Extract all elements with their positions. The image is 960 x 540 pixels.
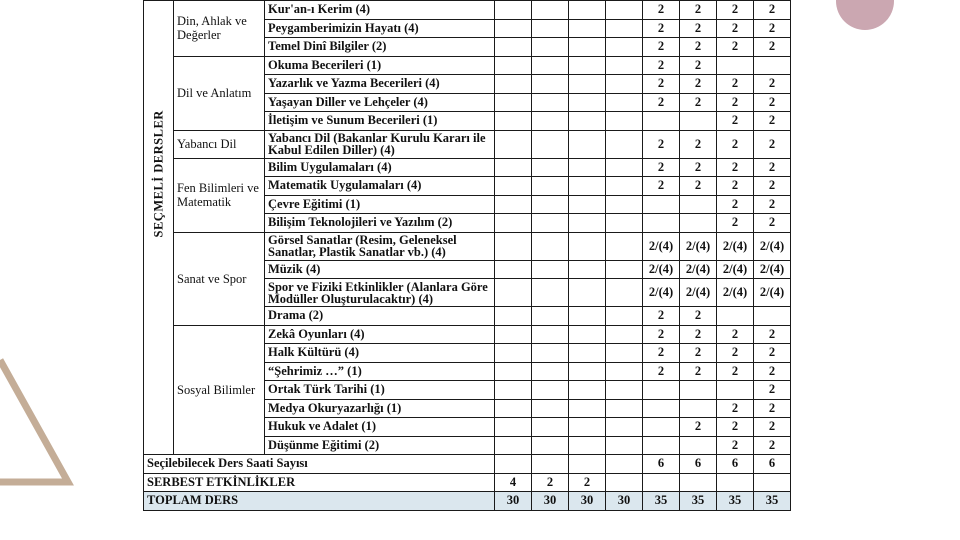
value-cell: 2 <box>717 1 754 20</box>
value-cell <box>569 455 606 474</box>
value-cell <box>606 418 643 437</box>
course-name: Okuma Becerileri (1) <box>265 56 495 75</box>
value-cell: 2 <box>643 362 680 381</box>
course-name: Drama (2) <box>265 307 495 326</box>
side-title: SEÇMELİ DERSLER <box>144 1 174 455</box>
value-cell <box>532 38 569 57</box>
value-cell <box>606 260 643 279</box>
value-cell <box>569 279 606 307</box>
value-cell: 2 <box>754 177 791 196</box>
value-cell: 30 <box>606 492 643 511</box>
table-row <box>144 56 791 75</box>
value-cell <box>495 399 532 418</box>
course-name: Medya Okuryazarlığı (1) <box>265 399 495 418</box>
value-cell <box>495 436 532 455</box>
curriculum-table <box>143 0 791 511</box>
value-cell <box>532 279 569 307</box>
value-cell <box>495 112 532 131</box>
group-name: Sanat ve Spor <box>174 232 265 325</box>
value-cell <box>606 455 643 474</box>
value-cell <box>606 93 643 112</box>
value-cell <box>606 362 643 381</box>
table-row <box>144 232 791 260</box>
value-cell <box>606 436 643 455</box>
value-cell: 2/(4) <box>717 260 754 279</box>
value-cell <box>569 381 606 400</box>
value-cell: 2 <box>717 418 754 437</box>
value-cell: 2 <box>643 1 680 20</box>
value-cell <box>754 473 791 492</box>
value-cell: 2 <box>680 130 717 158</box>
value-cell <box>569 399 606 418</box>
value-cell: 2 <box>717 177 754 196</box>
value-cell: 2 <box>754 195 791 214</box>
value-cell: 35 <box>754 492 791 511</box>
value-cell: 2 <box>754 93 791 112</box>
course-name: Peygamberimizin Hayatı (4) <box>265 19 495 38</box>
summary-row <box>144 492 791 511</box>
group-name: Fen Bilimleri ve Matematik <box>174 158 265 232</box>
value-cell <box>606 112 643 131</box>
value-cell <box>532 195 569 214</box>
course-name: Spor ve Fiziki Etkinlikler (Alanlara Göre Modüller Oluşturulacaktır) (4) <box>265 279 495 307</box>
value-cell <box>606 381 643 400</box>
value-cell: 2 <box>569 473 606 492</box>
value-cell: 2/(4) <box>680 260 717 279</box>
value-cell <box>532 325 569 344</box>
value-cell: 2 <box>717 112 754 131</box>
value-cell: 2 <box>680 325 717 344</box>
value-cell: 2 <box>754 325 791 344</box>
value-cell: 2 <box>680 38 717 57</box>
value-cell: 2 <box>680 75 717 94</box>
value-cell: 2 <box>754 1 791 20</box>
value-cell: 2 <box>717 75 754 94</box>
value-cell: 2 <box>717 325 754 344</box>
value-cell <box>495 307 532 326</box>
value-cell <box>495 214 532 233</box>
value-cell <box>606 195 643 214</box>
value-cell <box>606 56 643 75</box>
value-cell <box>569 325 606 344</box>
value-cell: 2 <box>643 19 680 38</box>
value-cell <box>532 1 569 20</box>
value-cell: 2 <box>643 75 680 94</box>
value-cell: 2 <box>754 38 791 57</box>
value-cell <box>532 93 569 112</box>
value-cell <box>606 130 643 158</box>
value-cell <box>643 399 680 418</box>
value-cell: 2 <box>643 307 680 326</box>
value-cell <box>532 455 569 474</box>
value-cell <box>606 325 643 344</box>
value-cell <box>569 130 606 158</box>
value-cell: 2 <box>717 436 754 455</box>
value-cell: 2/(4) <box>717 279 754 307</box>
value-cell: 2/(4) <box>754 260 791 279</box>
value-cell <box>606 214 643 233</box>
value-cell: 2 <box>643 158 680 177</box>
value-cell <box>532 436 569 455</box>
value-cell <box>532 362 569 381</box>
value-cell <box>569 418 606 437</box>
value-cell: 2 <box>717 130 754 158</box>
value-cell: 2 <box>754 112 791 131</box>
course-name: Matematik Uygulamaları (4) <box>265 177 495 196</box>
group-name: Yabancı Dil <box>174 130 265 158</box>
value-cell: 35 <box>680 492 717 511</box>
value-cell <box>643 418 680 437</box>
value-cell <box>569 307 606 326</box>
value-cell <box>717 56 754 75</box>
value-cell <box>680 214 717 233</box>
value-cell: 2 <box>643 344 680 363</box>
value-cell: 2 <box>680 418 717 437</box>
course-name: “Şehrimiz …” (1) <box>265 362 495 381</box>
value-cell <box>532 232 569 260</box>
value-cell: 2 <box>754 362 791 381</box>
value-cell <box>532 158 569 177</box>
value-cell: 2/(4) <box>643 232 680 260</box>
value-cell: 2 <box>643 93 680 112</box>
value-cell <box>643 112 680 131</box>
value-cell <box>680 399 717 418</box>
value-cell: 2 <box>717 399 754 418</box>
value-cell: 2 <box>643 56 680 75</box>
value-cell <box>569 260 606 279</box>
value-cell <box>643 214 680 233</box>
course-name: İletişim ve Sunum Becerileri (1) <box>265 112 495 131</box>
value-cell <box>643 473 680 492</box>
value-cell <box>606 75 643 94</box>
value-cell: 2 <box>680 177 717 196</box>
value-cell <box>717 381 754 400</box>
value-cell <box>569 1 606 20</box>
value-cell <box>495 455 532 474</box>
value-cell <box>643 381 680 400</box>
value-cell: 6 <box>680 455 717 474</box>
value-cell <box>495 279 532 307</box>
value-cell <box>569 158 606 177</box>
value-cell: 35 <box>717 492 754 511</box>
value-cell: 2 <box>643 38 680 57</box>
value-cell <box>569 93 606 112</box>
value-cell: 2 <box>680 1 717 20</box>
course-name: Müzik (4) <box>265 260 495 279</box>
value-cell: 2 <box>717 38 754 57</box>
course-name: Temel Dinî Bilgiler (2) <box>265 38 495 57</box>
value-cell <box>643 195 680 214</box>
value-cell: 2/(4) <box>680 232 717 260</box>
summary-label: TOPLAM DERS <box>144 492 495 511</box>
course-name: Yabancı Dil (Bakanlar Kurulu Kararı ile Kabul Edilen Diller) (4) <box>265 130 495 158</box>
value-cell <box>532 112 569 131</box>
value-cell <box>495 75 532 94</box>
value-cell <box>569 19 606 38</box>
value-cell <box>532 75 569 94</box>
decorative-circle <box>836 0 894 30</box>
value-cell <box>495 19 532 38</box>
value-cell: 2 <box>680 344 717 363</box>
value-cell: 30 <box>569 492 606 511</box>
course-name: Yazarlık ve Yazma Becerileri (4) <box>265 75 495 94</box>
value-cell: 2 <box>643 177 680 196</box>
value-cell <box>569 112 606 131</box>
value-cell <box>569 195 606 214</box>
value-cell <box>606 399 643 418</box>
course-name: Görsel Sanatlar (Resim, Geleneksel Sanatlar, Plastik Sanatlar vb.) (4) <box>265 232 495 260</box>
value-cell <box>606 307 643 326</box>
value-cell: 2 <box>717 19 754 38</box>
value-cell <box>532 418 569 437</box>
value-cell <box>717 307 754 326</box>
value-cell <box>606 279 643 307</box>
value-cell: 2 <box>754 418 791 437</box>
value-cell <box>532 19 569 38</box>
value-cell: 2 <box>680 19 717 38</box>
value-cell <box>495 195 532 214</box>
value-cell: 2 <box>717 362 754 381</box>
value-cell <box>495 232 532 260</box>
value-cell: 2 <box>680 56 717 75</box>
value-cell <box>606 473 643 492</box>
value-cell: 2 <box>754 158 791 177</box>
value-cell <box>569 344 606 363</box>
value-cell <box>532 344 569 363</box>
course-name: Bilişim Teknolojileri ve Yazılım (2) <box>265 214 495 233</box>
value-cell <box>680 112 717 131</box>
summary-label: Seçilebilecek Ders Saati Sayısı <box>144 455 495 474</box>
value-cell <box>495 93 532 112</box>
value-cell: 2 <box>680 307 717 326</box>
value-cell: 2 <box>754 130 791 158</box>
value-cell: 2 <box>754 344 791 363</box>
table-row <box>144 130 791 158</box>
value-cell <box>569 38 606 57</box>
value-cell <box>606 344 643 363</box>
value-cell <box>532 130 569 158</box>
value-cell <box>569 75 606 94</box>
value-cell <box>495 325 532 344</box>
course-name: Yaşayan Diller ve Lehçeler (4) <box>265 93 495 112</box>
value-cell: 2 <box>717 93 754 112</box>
value-cell <box>643 436 680 455</box>
value-cell <box>532 214 569 233</box>
value-cell <box>495 344 532 363</box>
value-cell <box>495 1 532 20</box>
value-cell <box>495 38 532 57</box>
value-cell <box>495 177 532 196</box>
value-cell: 2 <box>717 214 754 233</box>
value-cell: 2 <box>643 325 680 344</box>
value-cell: 2 <box>754 381 791 400</box>
value-cell: 6 <box>717 455 754 474</box>
value-cell <box>606 177 643 196</box>
course-name: Halk Kültürü (4) <box>265 344 495 363</box>
value-cell <box>532 307 569 326</box>
value-cell <box>606 19 643 38</box>
group-name: Dil ve Anlatım <box>174 56 265 130</box>
value-cell: 2 <box>717 195 754 214</box>
value-cell: 2/(4) <box>754 279 791 307</box>
value-cell <box>680 381 717 400</box>
value-cell <box>754 56 791 75</box>
value-cell <box>495 260 532 279</box>
value-cell <box>532 381 569 400</box>
course-name: Kur'an-ı Kerim (4) <box>265 1 495 20</box>
value-cell: 2/(4) <box>680 279 717 307</box>
value-cell: 2 <box>680 362 717 381</box>
table-row <box>144 325 791 344</box>
value-cell <box>680 473 717 492</box>
value-cell <box>569 362 606 381</box>
group-name: Din, Ahlak ve Değerler <box>174 1 265 57</box>
value-cell: 2 <box>754 436 791 455</box>
course-name: Zekâ Oyunları (4) <box>265 325 495 344</box>
value-cell: 2 <box>532 473 569 492</box>
value-cell: 6 <box>643 455 680 474</box>
course-name: Ortak Türk Tarihi (1) <box>265 381 495 400</box>
course-name: Hukuk ve Adalet (1) <box>265 418 495 437</box>
value-cell <box>495 381 532 400</box>
value-cell: 2 <box>754 214 791 233</box>
value-cell: 2 <box>680 158 717 177</box>
value-cell: 4 <box>495 473 532 492</box>
value-cell: 2 <box>717 344 754 363</box>
table-row <box>144 1 791 20</box>
summary-row <box>144 473 791 492</box>
value-cell <box>495 130 532 158</box>
value-cell <box>532 177 569 196</box>
value-cell: 6 <box>754 455 791 474</box>
value-cell <box>495 418 532 437</box>
value-cell: 2 <box>680 93 717 112</box>
value-cell: 2 <box>754 19 791 38</box>
summary-label: SERBEST ETKİNLİKLER <box>144 473 495 492</box>
value-cell <box>569 177 606 196</box>
value-cell <box>532 56 569 75</box>
value-cell <box>495 56 532 75</box>
course-name: Bilim Uygulamaları (4) <box>265 158 495 177</box>
course-name: Çevre Eğitimi (1) <box>265 195 495 214</box>
value-cell: 30 <box>532 492 569 511</box>
value-cell <box>754 307 791 326</box>
group-name: Sosyal Bilimler <box>174 325 265 455</box>
value-cell: 2/(4) <box>643 260 680 279</box>
value-cell <box>606 38 643 57</box>
value-cell <box>606 232 643 260</box>
course-name: Düşünme Eğitimi (2) <box>265 436 495 455</box>
value-cell <box>569 436 606 455</box>
value-cell <box>495 158 532 177</box>
value-cell <box>569 56 606 75</box>
value-cell <box>680 195 717 214</box>
value-cell <box>606 1 643 20</box>
value-cell: 2/(4) <box>643 279 680 307</box>
value-cell: 2 <box>754 75 791 94</box>
value-cell: 2/(4) <box>717 232 754 260</box>
value-cell: 2 <box>643 130 680 158</box>
value-cell <box>495 362 532 381</box>
value-cell <box>717 473 754 492</box>
summary-row <box>144 455 791 474</box>
value-cell <box>569 214 606 233</box>
value-cell: 2 <box>754 399 791 418</box>
value-cell: 2/(4) <box>754 232 791 260</box>
decorative-triangle <box>0 0 80 540</box>
value-cell: 30 <box>495 492 532 511</box>
table-row <box>144 158 791 177</box>
value-cell: 35 <box>643 492 680 511</box>
value-cell <box>680 436 717 455</box>
value-cell <box>532 260 569 279</box>
value-cell <box>569 232 606 260</box>
value-cell <box>532 399 569 418</box>
value-cell: 2 <box>717 158 754 177</box>
value-cell <box>606 158 643 177</box>
